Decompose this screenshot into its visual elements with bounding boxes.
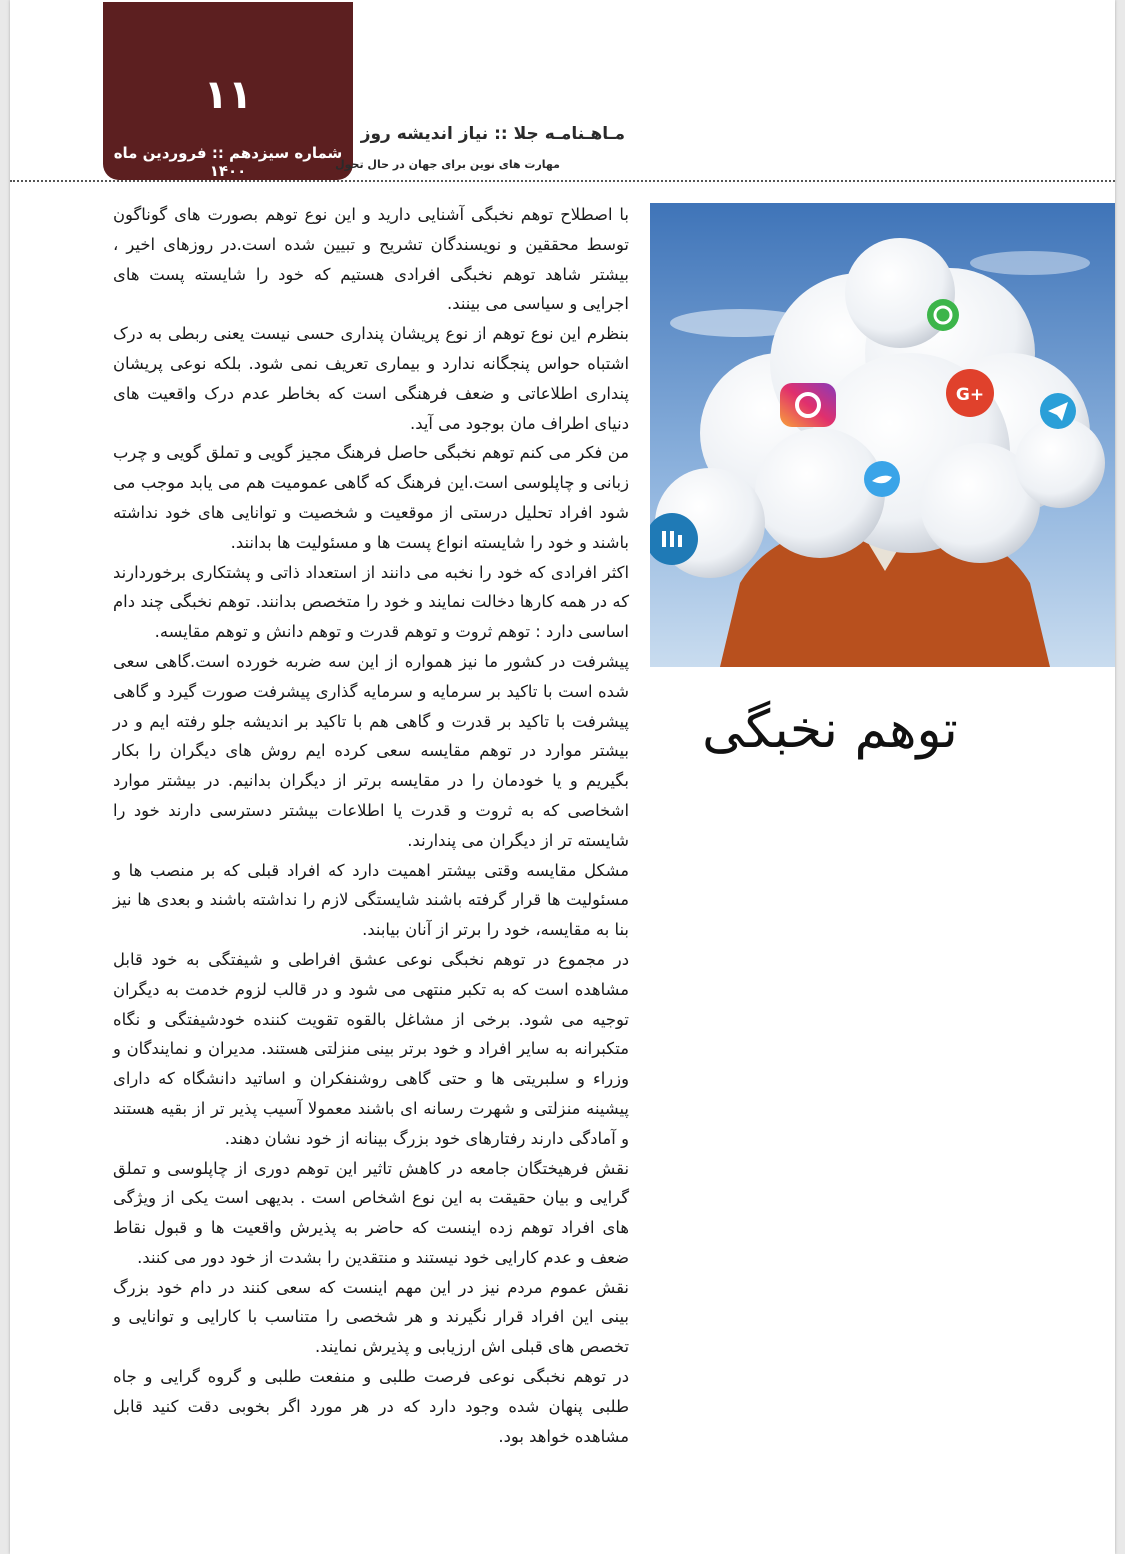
article-paragraph: مشکل مقایسه وقتی بیشتر اهمیت دارد که افراد قبلی که بر منصب ها و مسئولیت ها قرار گرفته باشند شایستگی لازم را نداشته باشند و بعدی ها نیز بنا به مقایسه، خود را برتر از آنان بیابند. [113,860,629,940]
cloud-head-illustration [650,203,1115,667]
article-body [113,200,629,1451]
magazine-page [10,0,1115,1554]
telegram-icon [1040,393,1076,429]
magazine-subtitle: مهارت های نوین برای جهان در حال تحول [335,158,560,171]
article-title: توهم نخبگی [702,700,958,760]
article-paragraph: نقش فرهیختگان جامعه در کاهش تاثیر این توهم دوری از چاپلوسی و تملق گرایی و بیان حقیقت به این نوع اشخاص است . بدیهی است یکی از ویژگی های افراد توهم زده اینست که حاضر به پذیرش واقعیت ها و قبول نقاط ضعف و عدم کارایی خود نیستند و منتقدین را بشدت از خود دور می کنند. [113,1158,629,1267]
svg-text:G+: G+ [955,385,985,405]
page-number-badge [103,2,353,180]
article-paragraph: در توهم نخبگی نوعی فرصت طلبی و منفعت طلبی و گروه گرایی و جاه طلبی پنهان شده وجود دارد که در هر مورد اگر بخوبی دقت کنید قابل مشاهده خواهد بود. [113,1367,629,1446]
page-number: ۱۱ [203,72,253,118]
article-paragraph: من فکر می کنم توهم نخبگی حاصل فرهنگ مجیز گویی و تملق گویی و چرب زبانی و چاپلوسی است.این فرهنگ که گاهی عمومیت هم می یابد موجب می شود افراد تحلیل درستی از موقعیت و شخصیت و توانایی های خود نداشته باشند و خود را شایسته انواع پست ها و مسئولیت ها بدانند. [113,443,629,552]
header-divider [10,180,1115,182]
article-paragraph: اکثر افرادی که خود را نخبه می دانند از استعداد ذاتی و پشتکاری برخوردارند که در همه کارها دخالت نمایند و خود را متخصص بدانند. توهم نخبگی چند دام اساسی دارد : توهم ثروت و توهم قدرت و توهم دانش و توهم مقایسه. [113,562,629,642]
article-photo [650,203,1115,667]
article-paragraph: با اصطلاح توهم نخبگی آشنایی دارید و این نوع توهم بصورت های گوناگون توسط محققین و نویسندگان تشریح و تبیین شده است.در روزهای اخیر ، بیشتر شاهد توهم نخبگی افرادی هستیم که خود را شایسته پست های اجرایی و سیاسی می بینند. [113,205,629,314]
magazine-title: مـاهـنامـه جلا :: نیاز اندیشه روز [360,124,625,144]
article-paragraph: در مجموع در توهم نخبگی نوعی عشق افراطی و شیفتگی به خود قابل مشاهده است که به تکبر منتهی می شود و در قالب لزوم خدمت به دیگران توجیه می شود. برخی از مشاغل بالقوه تقویت کننده خودشیفتگی و نگاه متکبرانه به سایر افراد و خود برتر بینی منزلتی هستند. مدیران و نمایندگان و وزراء و سلبریتی ها و حتی گاهی روشنفکران و اساتید دانشگاه که دارای پیشینه منزلتی و شهرت رسانه ای باشند معمولا آسیب پذیر تر از بقیه هستند و آمادگی دارند رفتارهای خود بزرگ بینانه از خود نشان دهند. [113,949,629,1148]
article-paragraph: پیشرفت در کشور ما نیز همواره از این سه ضربه خورده است.گاهی سعی شده است با تاکید بر سرمایه و سرمایه گذاری پیشرفت صورت گیرد و گاهی پیشرفت با تاکید بر قدرت و گاهی هم با تاکید بر اندیشه جلو رفته ایم و در بیشتر موارد در توهم مقایسه سعی کرده ایم روش های دیگران را بکار بگیریم و یا خودمان را در مقایسه برتر از دیگران بدانیم. در بیشتر موارد اشخاصی که به ثروت و قدرت یا اطلاعات بیشتر دسترسی دارند خود را شایسته تر از دیگران می پندارند. [113,651,629,850]
whatsapp-icon [927,299,959,331]
issue-label: شماره سیزدهم :: فروردین ماه ۱۴۰۰ [113,144,343,180]
article-paragraph: بنظرم این نوع توهم از نوع پریشان پنداری حسی نیست یعنی ربطی به درک اشتباه حواس پنجگانه ندارد و بیماری تعریف نمی شود. بلکه نوعی پریشان پنداری اطلاعاتی و ضعف فرهنگی است که بخاطر عدم درک واقعیت های دنیای اطراف مان بوجود می آید. [113,324,629,433]
instagram-icon [780,383,836,427]
twitter-icon [864,461,900,497]
article-paragraph: نقش عموم مردم نیز در این مهم اینست که سعی کنند در دام خود بزرگ بینی این افراد قرار نگیرند و هر شخصی را متناسب با کارایی و توانایی و تخصص های قبلی اش ارزیابی و پذیرش نمایند. [113,1277,629,1357]
google-plus-icon [946,369,994,417]
